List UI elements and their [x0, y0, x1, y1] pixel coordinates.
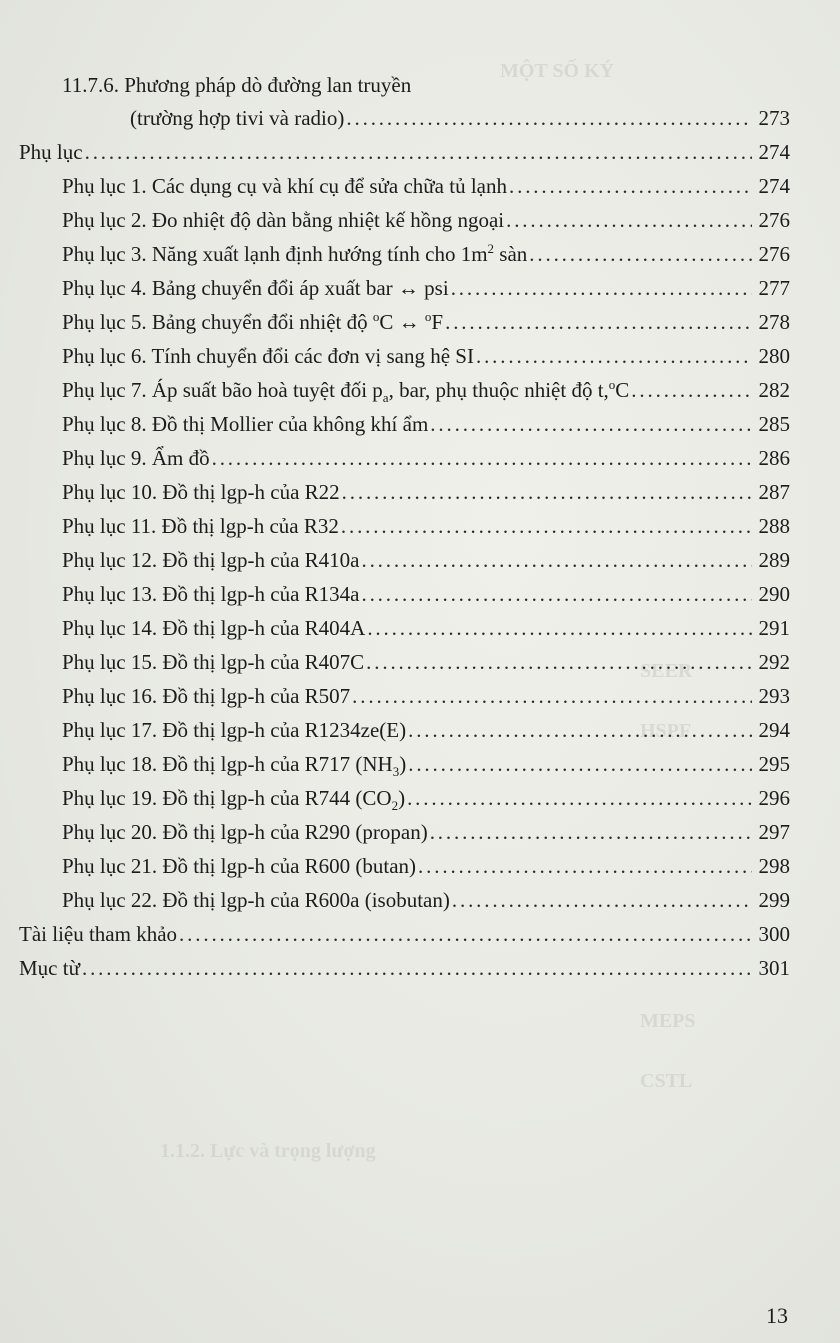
toc-entry-label: Phụ lục 21. Đồ thị lgp-h của R600 (butan): [62, 854, 417, 878]
show-through-text: MỘT SỐ KÝ: [500, 60, 615, 82]
toc-entry[interactable]: [62, 545, 790, 575]
toc-page-number: 297: [758, 820, 790, 844]
toc-entry[interactable]: [62, 579, 790, 609]
toc-entry[interactable]: [62, 171, 790, 201]
leader-dots: [407, 783, 752, 813]
toc-page-number: 276: [758, 208, 790, 232]
toc-entry-label: Phụ lục 3. Năng xuất lạnh định hướng tính cho $1m^2$ sàn: [62, 241, 528, 266]
toc-entry[interactable]: [130, 103, 790, 133]
leader-dots: [367, 613, 752, 643]
toc-page-number: 295: [758, 752, 790, 776]
toc-entry-label: Phụ lục 2. Đo nhiệt độ dàn bằng nhiệt kế hồng ngoại: [62, 208, 505, 232]
leader-dots: [82, 953, 752, 983]
toc-entry[interactable]: [62, 511, 790, 541]
leader-dots: [342, 477, 752, 507]
toc-entry-label: Mục từ: [19, 956, 80, 980]
toc-entry-label: Phụ lục 1. Các dụng cụ và khí cụ để sửa chữa tủ lạnh: [62, 174, 507, 198]
toc-page-number: 293: [758, 684, 790, 708]
toc-page-number: 288: [758, 514, 790, 538]
leader-dots: [212, 443, 752, 473]
leader-dots: [346, 103, 752, 133]
toc-entry-label: Phụ lục 17. Đồ thị lgp-h của R1234ze(E): [62, 718, 407, 742]
leader-dots: [430, 409, 752, 439]
toc-entry-label: Phụ lục 5. Bảng chuyển đổi nhiệt độ $^o$C ↔ $^o$F: [62, 309, 444, 334]
toc-entry[interactable]: [62, 647, 790, 677]
toc-entry[interactable]: [62, 341, 790, 371]
show-through-text: HSPF: [640, 720, 692, 742]
toc-page-number: 286: [758, 446, 790, 470]
leader-dots: [352, 681, 752, 711]
toc-page-number: 292: [758, 650, 790, 674]
leader-dots: [430, 817, 752, 847]
toc-entry[interactable]: [62, 613, 790, 643]
toc-entry[interactable]: [62, 715, 790, 745]
toc-page-number: 299: [758, 888, 790, 912]
toc-entry-label: Phụ lục 14. Đồ thị lgp-h của R404A: [62, 616, 366, 640]
toc-page-number: 301: [758, 956, 790, 980]
leader-dots: [361, 579, 752, 609]
toc-entry[interactable]: [62, 783, 790, 813]
toc-entry-label: Phụ lục 6. Tính chuyển đổi các đơn vị sang hệ SI: [62, 344, 474, 368]
page-number: 13: [766, 1303, 788, 1328]
toc-entry[interactable]: [19, 919, 790, 949]
show-through-text: 1.1.2. Lực và trọng lượng: [160, 1140, 376, 1162]
toc-page-number: 282: [758, 378, 790, 402]
toc-entry-label: Phụ lục 9. Ẩm đồ: [62, 446, 210, 470]
toc-entry[interactable]: [19, 137, 790, 167]
show-through-text: MEPS: [640, 1010, 696, 1032]
toc-page-number: 287: [758, 480, 790, 504]
toc-entry[interactable]: [62, 205, 790, 235]
toc-entry[interactable]: [62, 817, 790, 847]
leader-dots: [631, 375, 752, 405]
toc-entry[interactable]: [62, 851, 790, 881]
toc-page-number: 291: [758, 616, 790, 640]
toc-entry-label: Phụ lục 16. Đồ thị lgp-h của R507: [62, 684, 351, 708]
toc-entry-label: Phụ lục 11. Đồ thị lgp-h của R32: [62, 514, 339, 538]
toc-entry-label: Phụ lục 19. Đồ thị lgp-h của R744 $(CO_2)$: [62, 786, 406, 814]
toc-entry-label: Phụ lục 15. Đồ thị lgp-h của R407C: [62, 650, 365, 674]
toc-entry-label: (trường hợp tivi và radio): [130, 106, 345, 130]
leader-dots: [408, 749, 752, 779]
toc-entry[interactable]: [62, 409, 790, 439]
toc-page-number: 290: [758, 582, 790, 606]
leader-dots: [85, 137, 752, 167]
toc-entry[interactable]: [62, 477, 790, 507]
toc-entry[interactable]: [62, 681, 790, 711]
leader-dots: [451, 273, 752, 303]
toc-entry[interactable]: [62, 239, 790, 269]
leader-dots: [476, 341, 752, 371]
leader-dots: [418, 851, 752, 881]
leader-dots: [506, 205, 752, 235]
leader-dots: [366, 647, 752, 677]
leader-dots: [408, 715, 752, 745]
leader-dots: [452, 885, 752, 915]
toc-page-number: 300: [758, 922, 790, 946]
toc-entry-label: Phụ lục 22. Đồ thị lgp-h của R600a (isobutan): [62, 888, 450, 912]
toc-page-number: 294: [758, 718, 790, 742]
toc-entry-title: [62, 70, 411, 100]
toc-page-number: 296: [758, 786, 790, 810]
toc-entry-label: Phụ lục: [19, 140, 83, 164]
toc-entry[interactable]: [62, 375, 790, 405]
toc-entry-label: Phụ lục 12. Đồ thị lgp-h của R410a: [62, 548, 360, 572]
toc-page-number: 280: [758, 344, 790, 368]
leader-dots: [341, 511, 752, 541]
toc-page-number: 273: [758, 106, 790, 130]
toc-entry-label: Phụ lục 18. Đồ thị lgp-h của R717 $(NH_3)$: [62, 752, 407, 780]
leader-dots: [529, 239, 752, 269]
toc-entry[interactable]: [62, 749, 790, 779]
toc-page-number: 274: [758, 140, 790, 164]
toc-entry-label: Phụ lục 7. Áp suất bão hoà tuyệt đối $p_a$, bar, phụ thuộc nhiệt độ t,$^o$C: [62, 377, 630, 406]
toc-entry-label: Tài liệu tham khảo: [19, 922, 178, 946]
toc-entry-label: Phụ lục 8. Đồ thị Mollier của không khí ẩm: [62, 412, 429, 436]
toc-entry[interactable]: [62, 443, 790, 473]
toc-entry-label: Phụ lục 20. Đồ thị lgp-h của R290 (propan): [62, 820, 428, 844]
show-through-text: CSTL: [640, 1070, 693, 1092]
leader-dots: [179, 919, 752, 949]
toc-page-number: 285: [758, 412, 790, 436]
toc-entry-label: 11.7.6. Phương pháp dò đường lan truyền: [62, 73, 412, 97]
toc-entry-label: Phụ lục 10. Đồ thị lgp-h của R22: [62, 480, 340, 504]
toc-page-number: 278: [758, 310, 790, 334]
toc-entry[interactable]: [62, 885, 790, 915]
toc-page-number: 277: [758, 276, 790, 300]
toc-page-number: 274: [758, 174, 790, 198]
toc-entry[interactable]: [62, 273, 790, 303]
toc-entry-label: Phụ lục 4. Bảng chuyển đổi áp xuất bar ↔ psi: [62, 276, 449, 300]
leader-dots: [361, 545, 752, 575]
leader-dots: [509, 171, 752, 201]
toc-entry[interactable]: [62, 307, 790, 337]
toc-page-number: 289: [758, 548, 790, 572]
toc-entry-label: Phụ lục 13. Đồ thị lgp-h của R134a: [62, 582, 360, 606]
toc-page-number: 276: [758, 242, 790, 266]
show-through-text: SEER: [640, 660, 693, 682]
toc-page-number: 298: [758, 854, 790, 878]
leader-dots: [445, 307, 752, 337]
toc-entry[interactable]: [19, 953, 790, 983]
